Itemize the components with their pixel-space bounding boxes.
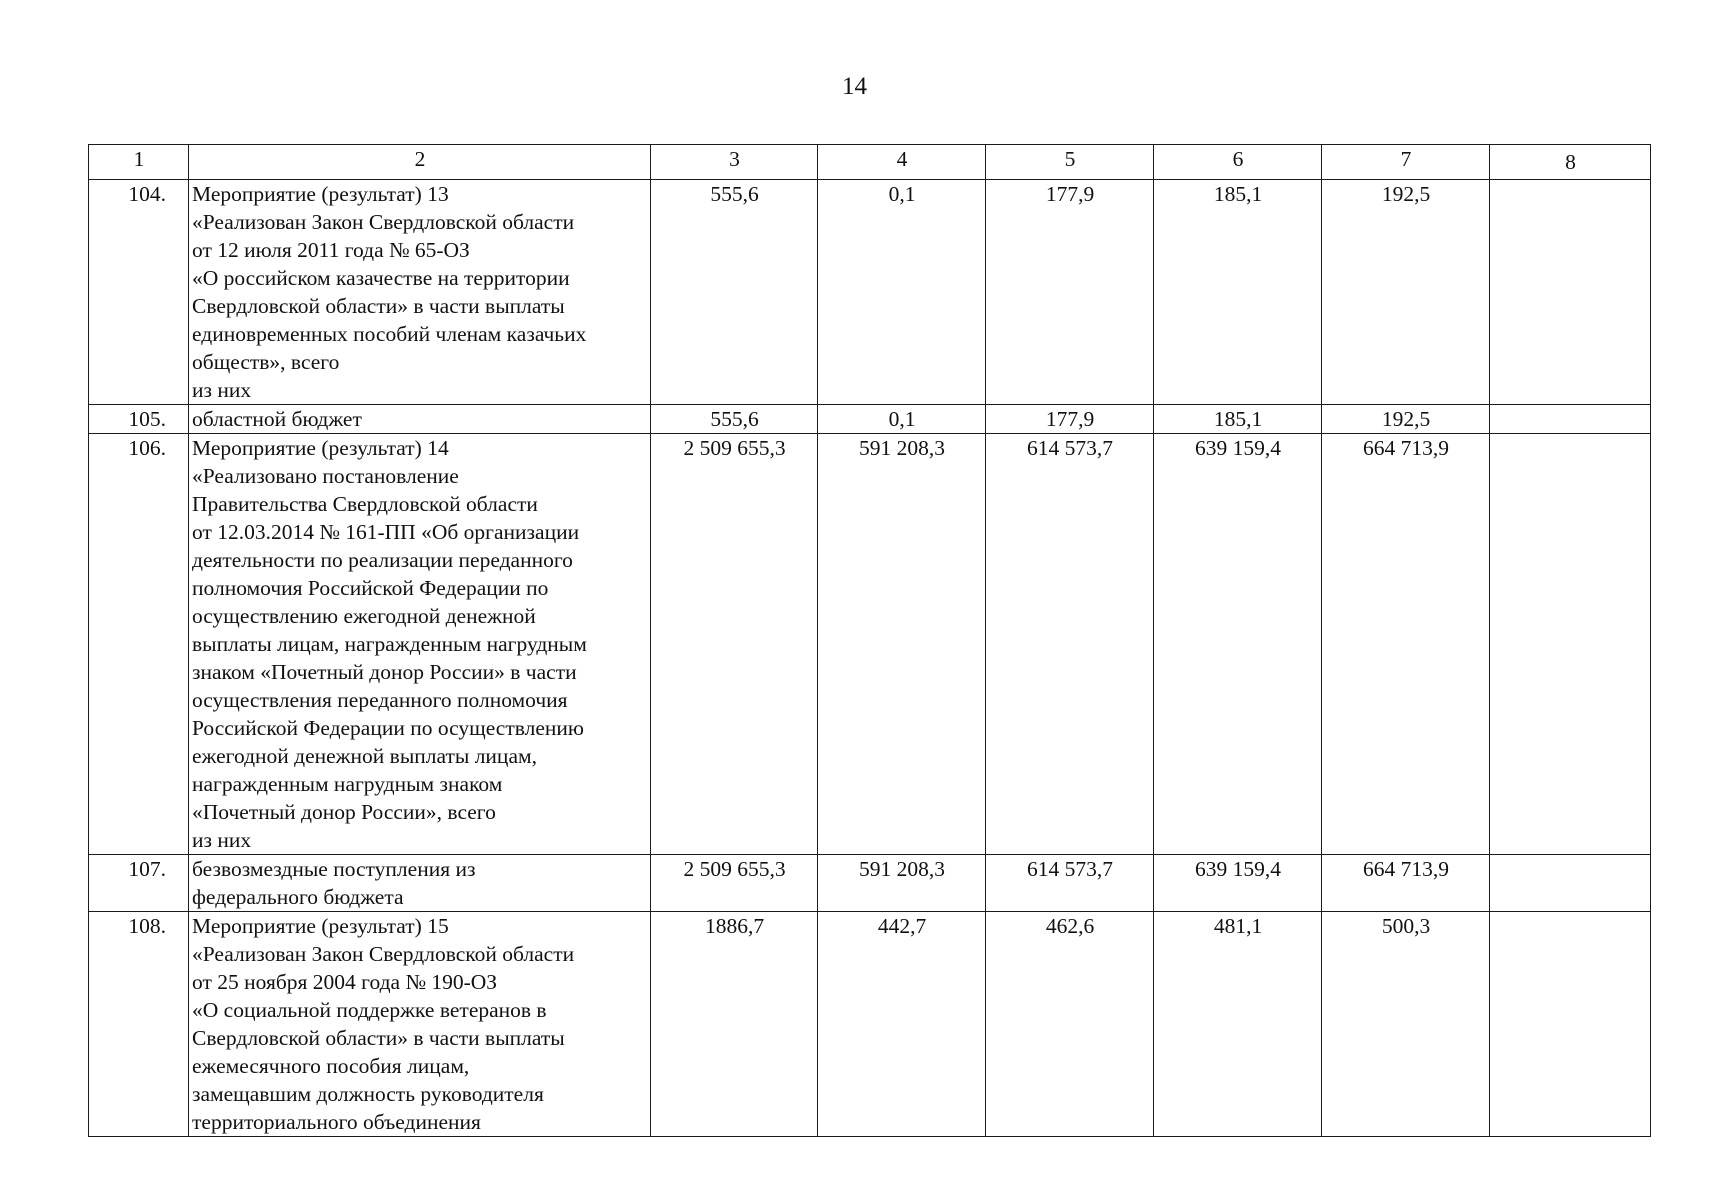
value-cell-col-5: 177,9	[986, 405, 1154, 434]
description-line: Мероприятие (результат) 13	[192, 182, 449, 206]
value-cell-col-8	[1490, 434, 1651, 855]
row-description	[189, 912, 651, 1137]
value-cell-col-5: 614 573,7	[986, 434, 1154, 855]
header-cell-7: 7	[1322, 145, 1490, 180]
row-number: 104.	[89, 180, 189, 405]
description-line: Свердловской области» в части выплаты	[192, 1026, 565, 1050]
value-cell-col-6: 639 159,4	[1154, 855, 1322, 912]
row-number: 108.	[89, 912, 189, 1137]
description-line: «Реализован Закон Свердловской области	[192, 210, 575, 234]
value-cell-col-5: 614 573,7	[986, 855, 1154, 912]
description-line: выплаты лицам, награжденным нагрудным	[192, 632, 587, 656]
row-number: 106.	[89, 434, 189, 855]
value-cell-col-6: 185,1	[1154, 405, 1322, 434]
value-cell-col-5: 177,9	[986, 180, 1154, 405]
description-line: «Почетный донор России», всего	[192, 800, 496, 824]
description-line: деятельности по реализации переданного	[192, 548, 573, 572]
description-line: знаком «Почетный донор России» в части	[192, 660, 577, 684]
description-line: Российской Федерации по осуществлению	[192, 716, 584, 740]
table-row	[89, 912, 1651, 1137]
row-description	[189, 180, 651, 405]
value-cell-col-5: 462,6	[986, 912, 1154, 1137]
description-line: Мероприятие (результат) 15	[192, 914, 449, 938]
header-cell-8: 8	[1490, 145, 1651, 180]
value-cell-col-3: 555,6	[651, 405, 818, 434]
description-line: безвозмездные поступления из	[192, 857, 476, 881]
row-number: 105.	[89, 405, 189, 434]
value-cell-col-8	[1490, 855, 1651, 912]
description-line: «Реализован Закон Свердловской области	[192, 942, 575, 966]
description-line: федерального бюджета	[192, 885, 404, 909]
value-cell-col-3: 1886,7	[651, 912, 818, 1137]
header-cell-5: 5	[986, 145, 1154, 180]
row-number: 107.	[89, 855, 189, 912]
header-row	[89, 145, 1651, 180]
description-line: «О российском казачестве на территории	[192, 266, 570, 290]
value-cell-col-3: 2 509 655,3	[651, 434, 818, 855]
value-cell-col-6: 185,1	[1154, 180, 1322, 405]
description-line: из них	[192, 378, 252, 402]
header-cell-4: 4	[818, 145, 986, 180]
value-cell-col-7: 192,5	[1322, 180, 1490, 405]
value-cell-col-3: 555,6	[651, 180, 818, 405]
description-line: областной бюджет	[192, 407, 362, 431]
value-cell-col-4: 442,7	[818, 912, 986, 1137]
value-cell-col-7: 664 713,9	[1322, 855, 1490, 912]
value-cell-col-4: 591 208,3	[818, 434, 986, 855]
row-description	[189, 434, 651, 855]
description-line: из них	[192, 828, 252, 852]
value-cell-col-7: 192,5	[1322, 405, 1490, 434]
row-description	[189, 405, 651, 434]
value-cell-col-8	[1490, 180, 1651, 405]
value-cell-col-3: 2 509 655,3	[651, 855, 818, 912]
description-line: замещавшим должность руководителя	[192, 1082, 544, 1106]
description-line: награжденным нагрудным знаком	[192, 772, 503, 796]
value-cell-col-6: 481,1	[1154, 912, 1322, 1137]
header-cell-1: 1	[89, 145, 189, 180]
description-line: территориального объединения	[192, 1110, 481, 1134]
value-cell-col-4: 0,1	[818, 405, 986, 434]
description-line: от 12 июля 2011 года № 65-ОЗ	[192, 238, 470, 262]
description-line: обществ», всего	[192, 350, 340, 374]
description-line: Мероприятие (результат) 14	[192, 436, 449, 460]
description-line: полномочия Российской Федерации по	[192, 576, 549, 600]
description-line: Свердловской области» в части выплаты	[192, 294, 565, 318]
table-row	[89, 855, 1651, 912]
header-cell-3: 3	[651, 145, 818, 180]
header-cell-6: 6	[1154, 145, 1322, 180]
budget-table-container	[88, 144, 1651, 1137]
table-row	[89, 180, 1651, 405]
value-cell-col-8	[1490, 912, 1651, 1137]
description-line: ежемесячного пособия лицам,	[192, 1054, 470, 1078]
value-cell-col-4: 591 208,3	[818, 855, 986, 912]
page-number: 14	[842, 73, 867, 100]
description-line: единовременных пособий членам казачьих	[192, 322, 587, 346]
value-cell-col-6: 639 159,4	[1154, 434, 1322, 855]
header-cell-2: 2	[189, 145, 651, 180]
description-line: от 25 ноября 2004 года № 190-ОЗ	[192, 970, 498, 994]
description-line: «Реализовано постановление	[192, 464, 459, 488]
description-line: осуществлению ежегодной денежной	[192, 604, 536, 628]
description-line: осуществления переданного полномочия	[192, 688, 568, 712]
value-cell-col-4: 0,1	[818, 180, 986, 405]
value-cell-col-7: 500,3	[1322, 912, 1490, 1137]
table-row	[89, 405, 1651, 434]
table-row	[89, 434, 1651, 855]
budget-table	[88, 144, 1651, 1137]
description-line: Правительства Свердловской области	[192, 492, 538, 516]
description-line: от 12.03.2014 № 161-ПП «Об организации	[192, 520, 580, 544]
value-cell-col-7: 664 713,9	[1322, 434, 1490, 855]
row-description	[189, 855, 651, 912]
description-line: «О социальной поддержке ветеранов в	[192, 998, 547, 1022]
value-cell-col-8	[1490, 405, 1651, 434]
description-line: ежегодной денежной выплаты лицам,	[192, 744, 537, 768]
